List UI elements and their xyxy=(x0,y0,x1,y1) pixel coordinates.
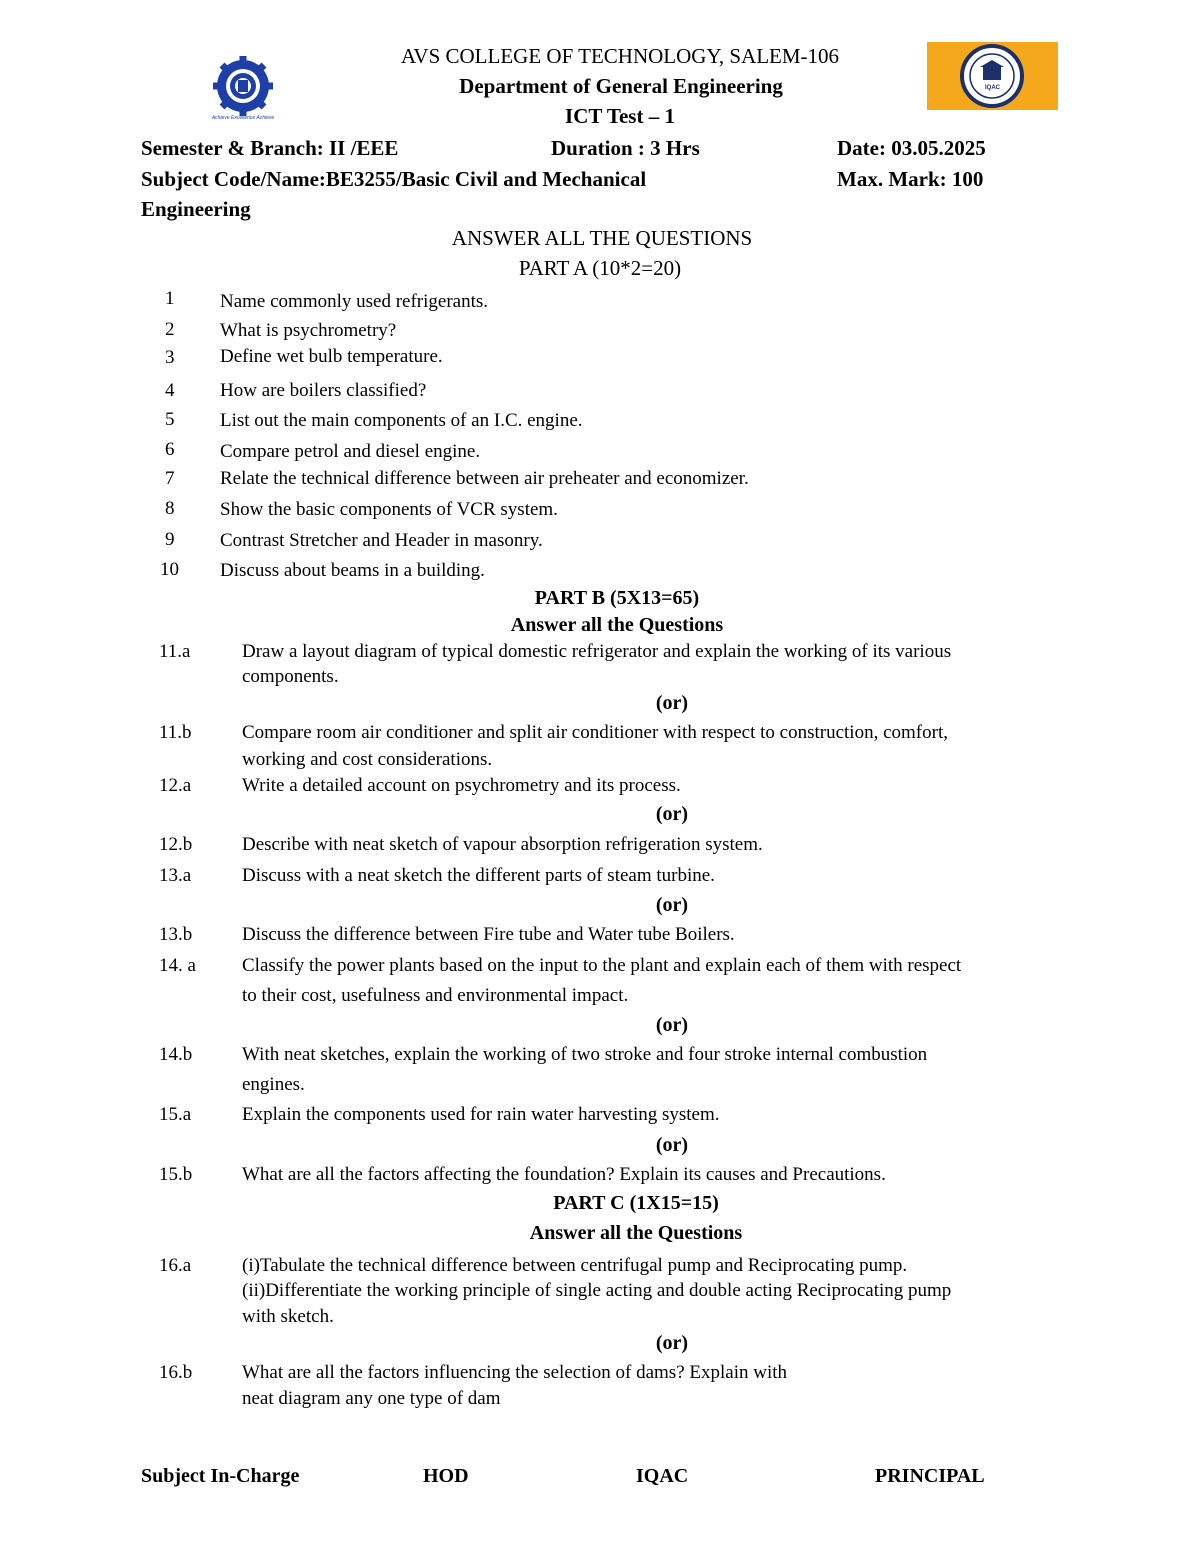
question-text: engines. xyxy=(242,1074,305,1095)
subject-name-continued: Engineering xyxy=(141,197,251,221)
question-number: 14.b xyxy=(159,1044,193,1065)
part-b-subtitle: Answer all the Questions xyxy=(510,614,724,636)
part-b-title: PART B (5X13=65) xyxy=(534,587,700,609)
question-text: Discuss the difference between Fire tube and Water tube Boilers. xyxy=(242,924,735,945)
question-text: (i)Tabulate the technical difference between centrifugal pump and Reciprocating pump. xyxy=(242,1255,908,1276)
question-number: 12.a xyxy=(159,775,192,796)
signature-hod: HOD xyxy=(423,1465,469,1487)
duration: Duration : 3 Hrs xyxy=(551,136,700,160)
iqac-logo xyxy=(927,42,1058,110)
question-text: Write a detailed account on psychrometry and its process. xyxy=(242,775,681,796)
question-number: 16.b xyxy=(159,1362,193,1383)
part-c-title: PART C (1X15=15) xyxy=(553,1192,719,1214)
question-number: 5 xyxy=(165,409,175,430)
question-text: What is psychrometry? xyxy=(220,320,397,341)
question-number: 10 xyxy=(160,559,179,580)
question-number: 15.b xyxy=(159,1164,193,1185)
question-text: Draw a layout diagram of typical domestic refrigerator and explain the working of its various xyxy=(242,641,952,662)
question-number: 15.a xyxy=(159,1104,192,1125)
question-text: With neat sketches, explain the working of two stroke and four stroke internal combustion xyxy=(242,1044,928,1065)
question-number: 11.b xyxy=(159,722,192,743)
or-separator: (or) xyxy=(655,692,689,714)
question-text: Define wet bulb temperature. xyxy=(220,346,443,367)
question-text: What are all the factors affecting the foundation? Explain its causes and Precautions. xyxy=(242,1164,886,1185)
logo-left-motto: Achieve Excellence Achieve xyxy=(211,115,275,121)
question-text: Compare room air conditioner and split air conditioner with respect to construction, comfort, xyxy=(242,722,948,743)
question-text: components. xyxy=(242,666,339,687)
or-separator: (or) xyxy=(655,894,689,916)
department-name: Department of General Engineering xyxy=(459,74,783,98)
question-text: Discuss about beams in a building. xyxy=(220,560,485,581)
signature-iqac: IQAC xyxy=(636,1465,689,1487)
question-text: (ii)Differentiate the working principle of single acting and double acting Reciprocating pump xyxy=(242,1280,952,1301)
question-text: Show the basic components of VCR system. xyxy=(220,499,558,520)
part-a-title: PART A (10*2=20) xyxy=(518,256,682,280)
question-number: 13.a xyxy=(159,865,192,886)
question-number: 7 xyxy=(165,468,175,489)
exam-date: Date: 03.05.2025 xyxy=(837,136,986,160)
signature-subject-incharge: Subject In-Charge xyxy=(141,1465,300,1487)
question-text: Describe with neat sketch of vapour absorption refrigeration system. xyxy=(242,834,763,855)
question-text: List out the main components of an I.C. engine. xyxy=(220,410,583,431)
or-separator: (or) xyxy=(655,803,689,825)
signature-principal: PRINCIPAL xyxy=(875,1465,985,1487)
max-mark: Max. Mark: 100 xyxy=(837,167,984,191)
question-number: 9 xyxy=(165,529,175,550)
part-c-subtitle: Answer all the Questions xyxy=(529,1222,743,1244)
question-text: working and cost considerations. xyxy=(242,749,493,770)
question-text: Discuss with a neat sketch the different parts of steam turbine. xyxy=(242,865,715,886)
question-number: 8 xyxy=(165,498,175,519)
question-text: Classify the power plants based on the input to the plant and explain each of them with respect xyxy=(242,955,962,976)
subject-code-name: Subject Code/Name:BE3255/Basic Civil and Mechanical xyxy=(141,167,647,191)
or-separator: (or) xyxy=(655,1134,689,1156)
question-number: 11.a xyxy=(159,641,191,662)
question-text: What are all the factors influencing the selection of dams? Explain with xyxy=(242,1362,787,1383)
instructions: ANSWER ALL THE QUESTIONS xyxy=(451,226,753,250)
question-text: Contrast Stretcher and Header in masonry. xyxy=(220,530,543,551)
question-text: to their cost, usefulness and environmental impact. xyxy=(242,985,629,1006)
question-text: Compare petrol and diesel engine. xyxy=(220,441,481,462)
question-number: 3 xyxy=(165,347,175,368)
question-number: 13.b xyxy=(159,924,193,945)
question-number: 4 xyxy=(165,380,175,401)
question-number: 12.b xyxy=(159,834,193,855)
question-number: 6 xyxy=(165,439,175,460)
iqac-logo-label: IQAC xyxy=(985,85,1000,91)
question-number: 16.a xyxy=(159,1255,192,1276)
question-number: 14. a xyxy=(159,955,196,976)
question-text: Relate the technical difference between air preheater and economizer. xyxy=(220,468,749,489)
college-name: AVS COLLEGE OF TECHNOLOGY, SALEM-106 xyxy=(400,44,840,68)
question-text: Explain the components used for rain water harvesting system. xyxy=(242,1104,720,1125)
test-name: ICT Test – 1 xyxy=(565,104,675,128)
question-number: 1 xyxy=(165,288,175,309)
college-emblem-logo xyxy=(194,56,292,124)
or-separator: (or) xyxy=(655,1014,689,1036)
question-text: neat diagram any one type of dam xyxy=(242,1388,501,1409)
or-separator: (or) xyxy=(655,1332,689,1354)
question-number: 2 xyxy=(165,319,175,340)
semester-branch: Semester & Branch: II /EEE xyxy=(141,136,399,160)
question-text: How are boilers classified? xyxy=(220,380,427,401)
question-text: Name commonly used refrigerants. xyxy=(220,291,489,312)
question-text: with sketch. xyxy=(242,1306,334,1327)
